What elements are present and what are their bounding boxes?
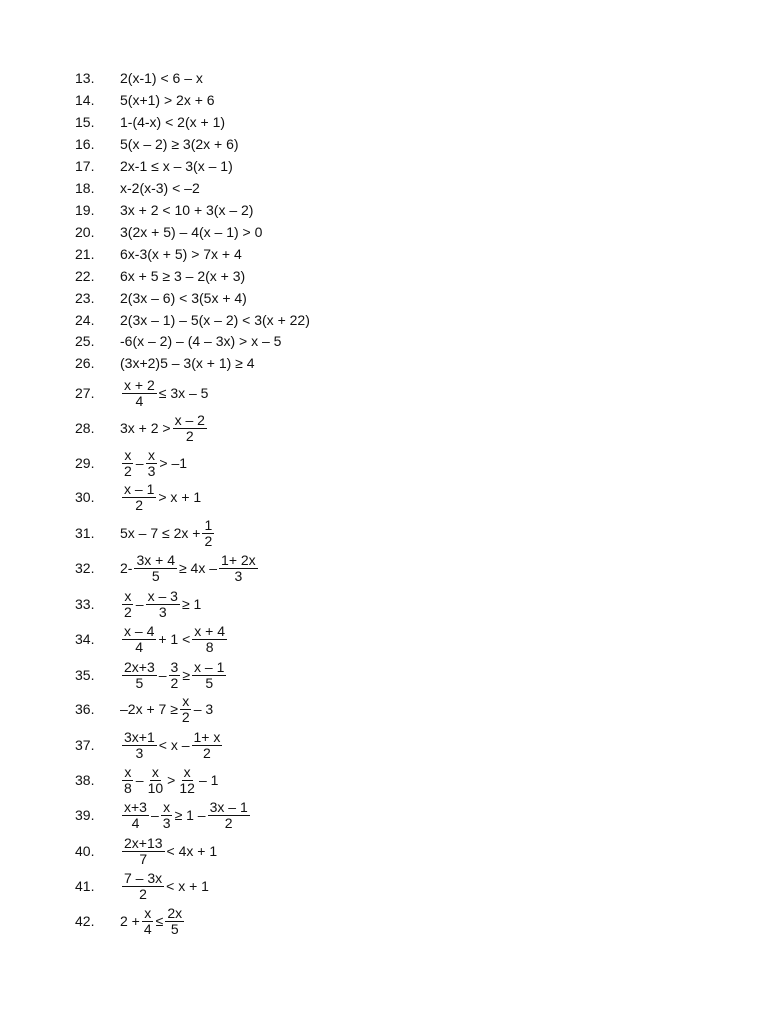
expression-text: 1-(4-x) < 2(x + 1) (120, 114, 226, 130)
expression-text: 6x-3(x + 5) > 7x + 4 (120, 246, 242, 262)
fraction-denominator: 3 (158, 603, 167, 620)
problem-number: 23. (75, 290, 95, 306)
inequality-expression (120, 800, 252, 831)
fraction-denominator: 7 (139, 850, 148, 867)
problem-row (0, 154, 768, 178)
fraction-denominator: 2 (224, 814, 233, 831)
fraction-denominator: 3 (147, 462, 156, 479)
fraction-numerator: 7 – 3x (124, 869, 163, 886)
problem-number: 32. (75, 560, 95, 576)
fraction-denominator: 2 (181, 708, 190, 725)
fraction (219, 553, 258, 584)
fraction (192, 624, 227, 655)
inequality-expression (120, 290, 247, 306)
problem-row (0, 904, 768, 937)
fraction (146, 589, 180, 620)
fraction-numerator: 1+ 2x (221, 551, 256, 568)
fraction (122, 730, 157, 761)
inequality-expression (120, 136, 239, 152)
fraction-numerator: x (151, 763, 159, 780)
fraction (173, 413, 207, 444)
fraction-denominator: 12 (179, 779, 195, 796)
expression-text: – (150, 807, 159, 823)
problem-row (0, 198, 768, 222)
fraction (122, 624, 156, 655)
fraction-numerator: x (183, 763, 191, 780)
expression-text: 2(3x – 1) – 5(x – 2) < 3(x + 22) (120, 312, 310, 328)
inequality-expression (120, 553, 260, 584)
fraction (122, 800, 149, 831)
expression-text: 3x + 2 < 10 + 3(x – 2) (120, 202, 254, 218)
problem-number: 27. (75, 385, 95, 401)
problem-number: 19. (75, 202, 95, 218)
inequality-expression (120, 378, 208, 409)
fraction (122, 871, 164, 902)
fraction-numerator: 2x+3 (124, 658, 155, 675)
expression-text: ≤ 3x – 5 (158, 385, 209, 401)
fraction-numerator: 2x (167, 904, 183, 921)
problem-number: 21. (75, 246, 95, 262)
expression-text: + 1 < (158, 631, 191, 647)
fraction (122, 660, 157, 691)
problem-row (0, 480, 768, 513)
problem-number: 25. (75, 333, 95, 349)
expression-text: – (135, 596, 144, 612)
fraction (169, 660, 181, 691)
fraction-denominator: 2 (204, 532, 213, 549)
fraction (192, 660, 226, 691)
fraction-numerator: x + 2 (124, 376, 155, 393)
problem-row (0, 329, 768, 353)
fraction (161, 800, 173, 831)
problem-number: 35. (75, 667, 95, 683)
inequality-expression (120, 224, 262, 240)
inequality-expression (120, 448, 187, 479)
fraction-denominator: 5 (151, 567, 160, 584)
problem-row (0, 132, 768, 156)
problem-row (0, 834, 768, 867)
problem-number: 38. (75, 772, 95, 788)
fraction-numerator: x (163, 798, 171, 815)
expression-text: (3x+2)5 – 3(x + 1) ≥ 4 (120, 355, 255, 371)
fraction-numerator: 1 (204, 516, 213, 533)
problem-number: 20. (75, 224, 95, 240)
problem-number: 30. (75, 489, 95, 505)
fraction-numerator: 3 (170, 658, 179, 675)
fraction (146, 448, 158, 479)
fraction-denominator: 2 (124, 603, 132, 620)
expression-text: 5(x+1) > 2x + 6 (120, 92, 215, 108)
problem-row (0, 242, 768, 266)
problem-row (0, 446, 768, 479)
inequality-expression (120, 765, 218, 796)
fraction-numerator: x – 4 (124, 622, 155, 639)
expression-text: 2 + (120, 913, 140, 929)
problem-row (0, 728, 768, 761)
fraction-denominator: 2 (185, 427, 194, 444)
fraction (122, 765, 134, 796)
fraction-numerator: 2x+13 (124, 834, 163, 851)
inequality-expression (120, 355, 255, 371)
fraction (122, 836, 165, 867)
inequality-expression (120, 92, 215, 108)
expression-text: 3x + 2 > (120, 420, 171, 436)
fraction-numerator: x (144, 904, 152, 921)
problem-row (0, 622, 768, 655)
problem-row (0, 869, 768, 902)
problem-row (0, 692, 768, 725)
inequality-expression (120, 202, 253, 218)
problem-number: 22. (75, 268, 95, 284)
problem-number: 24. (75, 312, 95, 328)
fraction-denominator: 10 (147, 779, 164, 796)
fraction (202, 518, 214, 549)
fraction-numerator: x + 4 (194, 622, 226, 639)
fraction (122, 378, 157, 409)
fraction-denominator: 2 (135, 496, 144, 513)
fraction (165, 906, 184, 937)
problem-row (0, 411, 768, 444)
fraction-numerator: x (182, 692, 190, 709)
problem-row (0, 176, 768, 200)
problem-row (0, 587, 768, 620)
fraction-denominator: 5 (170, 920, 179, 937)
problem-row (0, 88, 768, 112)
expression-text: – (135, 772, 144, 788)
problem-number: 37. (75, 737, 95, 753)
inequality-expression (120, 180, 200, 196)
problem-row (0, 516, 768, 549)
fraction (122, 448, 134, 479)
fraction-denominator: 3 (135, 744, 144, 761)
expression-text: < x + 1 (166, 878, 209, 894)
expression-text: 2- (120, 560, 133, 576)
expression-text: 2x-1 ≤ x – 3(x – 1) (120, 158, 233, 174)
fraction-denominator: 5 (135, 674, 144, 691)
problem-number: 34. (75, 631, 95, 647)
expression-text: > x + 1 (158, 489, 202, 505)
fraction-denominator: 2 (203, 744, 211, 761)
inequality-expression (120, 589, 201, 620)
expression-text: ≥ (182, 667, 191, 683)
expression-text: < 4x + 1 (166, 843, 218, 859)
inequality-expression (120, 333, 281, 349)
inequality-expression (120, 312, 310, 328)
fraction-numerator: x – 1 (194, 658, 225, 675)
inequality-expression (120, 158, 233, 174)
problem-number: 17. (75, 158, 95, 174)
expression-text: –2x + 7 ≥ (120, 701, 178, 717)
fraction-denominator: 4 (135, 392, 144, 409)
fraction-numerator: x (147, 446, 155, 463)
expression-text: – (158, 667, 167, 683)
fraction (146, 765, 166, 796)
problem-number: 18. (75, 180, 95, 196)
problem-number: 39. (75, 807, 95, 823)
problem-row (0, 351, 768, 375)
fraction (122, 482, 156, 513)
expression-text: – (135, 455, 144, 471)
problem-row (0, 551, 768, 584)
fraction-numerator: x (124, 763, 132, 780)
fraction-numerator: x (124, 587, 132, 604)
fraction-denominator: 8 (124, 779, 132, 796)
inequality-expression (120, 836, 217, 867)
fraction (180, 694, 192, 725)
fraction-numerator: x+3 (124, 798, 147, 815)
fraction-denominator: 8 (205, 638, 214, 655)
fraction (208, 800, 250, 831)
inequality-expression (120, 906, 186, 937)
inequality-expression (120, 268, 245, 284)
fraction (177, 765, 197, 796)
expression-text: 6x + 5 ≥ 3 – 2(x + 3) (120, 268, 246, 284)
expression-text: ≥ 4x – (178, 560, 218, 576)
fraction-denominator: 2 (139, 885, 147, 902)
fraction-denominator: 2 (170, 674, 179, 691)
problem-number: 26. (75, 355, 95, 371)
fraction-denominator: 2 (124, 462, 132, 479)
expression-text: 5(x – 2) ≥ 3(2x + 6) (120, 136, 239, 152)
fraction-numerator: x (124, 446, 132, 463)
fraction-numerator: x – 3 (147, 587, 178, 604)
problem-row (0, 658, 768, 691)
problem-row (0, 66, 768, 90)
expression-text: 2(3x – 6) < 3(5x + 4) (120, 290, 247, 306)
expression-text: > –1 (159, 455, 188, 471)
fraction-numerator: 3x + 4 (136, 551, 175, 568)
expression-text: > (167, 772, 176, 788)
inequality-expression (120, 246, 242, 262)
expression-text: < x – (158, 737, 190, 753)
expression-text: – 1 (198, 772, 219, 788)
inequality-expression (120, 660, 228, 691)
fraction (122, 589, 134, 620)
fraction-denominator: 4 (135, 638, 144, 655)
expression-text: – 3 (193, 701, 214, 717)
problem-number: 36. (75, 701, 95, 717)
problem-row (0, 763, 768, 796)
expression-text: 5x – 7 ≤ 2x + (120, 525, 201, 541)
problem-number: 13. (75, 70, 95, 86)
problem-number: 14. (75, 92, 95, 108)
fraction (134, 553, 177, 584)
problem-number: 16. (75, 136, 95, 152)
fraction (142, 906, 154, 937)
problem-number: 29. (75, 455, 95, 471)
problem-number: 40. (75, 843, 95, 859)
problem-row (0, 798, 768, 831)
fraction-denominator: 4 (143, 920, 152, 937)
problem-row (0, 286, 768, 310)
inequality-expression (120, 624, 229, 655)
expression-text: x-2(x-3) < –2 (120, 180, 200, 196)
inequality-expression (120, 70, 203, 86)
problem-number: 41. (75, 878, 95, 894)
expression-text: 2(x-1) < 6 – x (120, 70, 203, 86)
fraction-numerator: 3x+1 (124, 728, 155, 745)
inequality-expression (120, 114, 225, 130)
inequality-expression (120, 518, 216, 549)
fraction (192, 730, 223, 761)
expression-text: 3(2x + 5) – 4(x – 1) > 0 (120, 224, 263, 240)
fraction-denominator: 3 (234, 567, 243, 584)
inequality-expression (120, 730, 224, 761)
expression-text: ≤ (155, 913, 164, 929)
fraction-numerator: x – 2 (174, 411, 205, 428)
expression-text: -6(x – 2) – (4 – 3x) > x – 5 (120, 333, 282, 349)
inequality-expression (120, 413, 209, 444)
problem-number: 28. (75, 420, 95, 436)
fraction-denominator: 3 (162, 814, 171, 831)
fraction-denominator: 4 (131, 814, 140, 831)
expression-text: ≥ 1 – (174, 807, 206, 823)
inequality-expression (120, 482, 201, 513)
inequality-expression (120, 871, 209, 902)
fraction-numerator: 1+ x (193, 728, 221, 745)
problem-number: 31. (75, 525, 95, 541)
problem-row (0, 110, 768, 134)
expression-text: ≥ 1 (181, 596, 202, 612)
problem-row (0, 220, 768, 244)
problem-number: 15. (75, 114, 95, 130)
fraction-denominator: 5 (205, 674, 214, 691)
problem-number: 42. (75, 913, 95, 929)
problem-number: 33. (75, 596, 95, 612)
fraction-numerator: 3x – 1 (209, 798, 248, 815)
problem-row (0, 376, 768, 409)
inequality-expression (120, 694, 213, 725)
problem-row (0, 264, 768, 288)
fraction-numerator: x – 1 (124, 480, 155, 497)
